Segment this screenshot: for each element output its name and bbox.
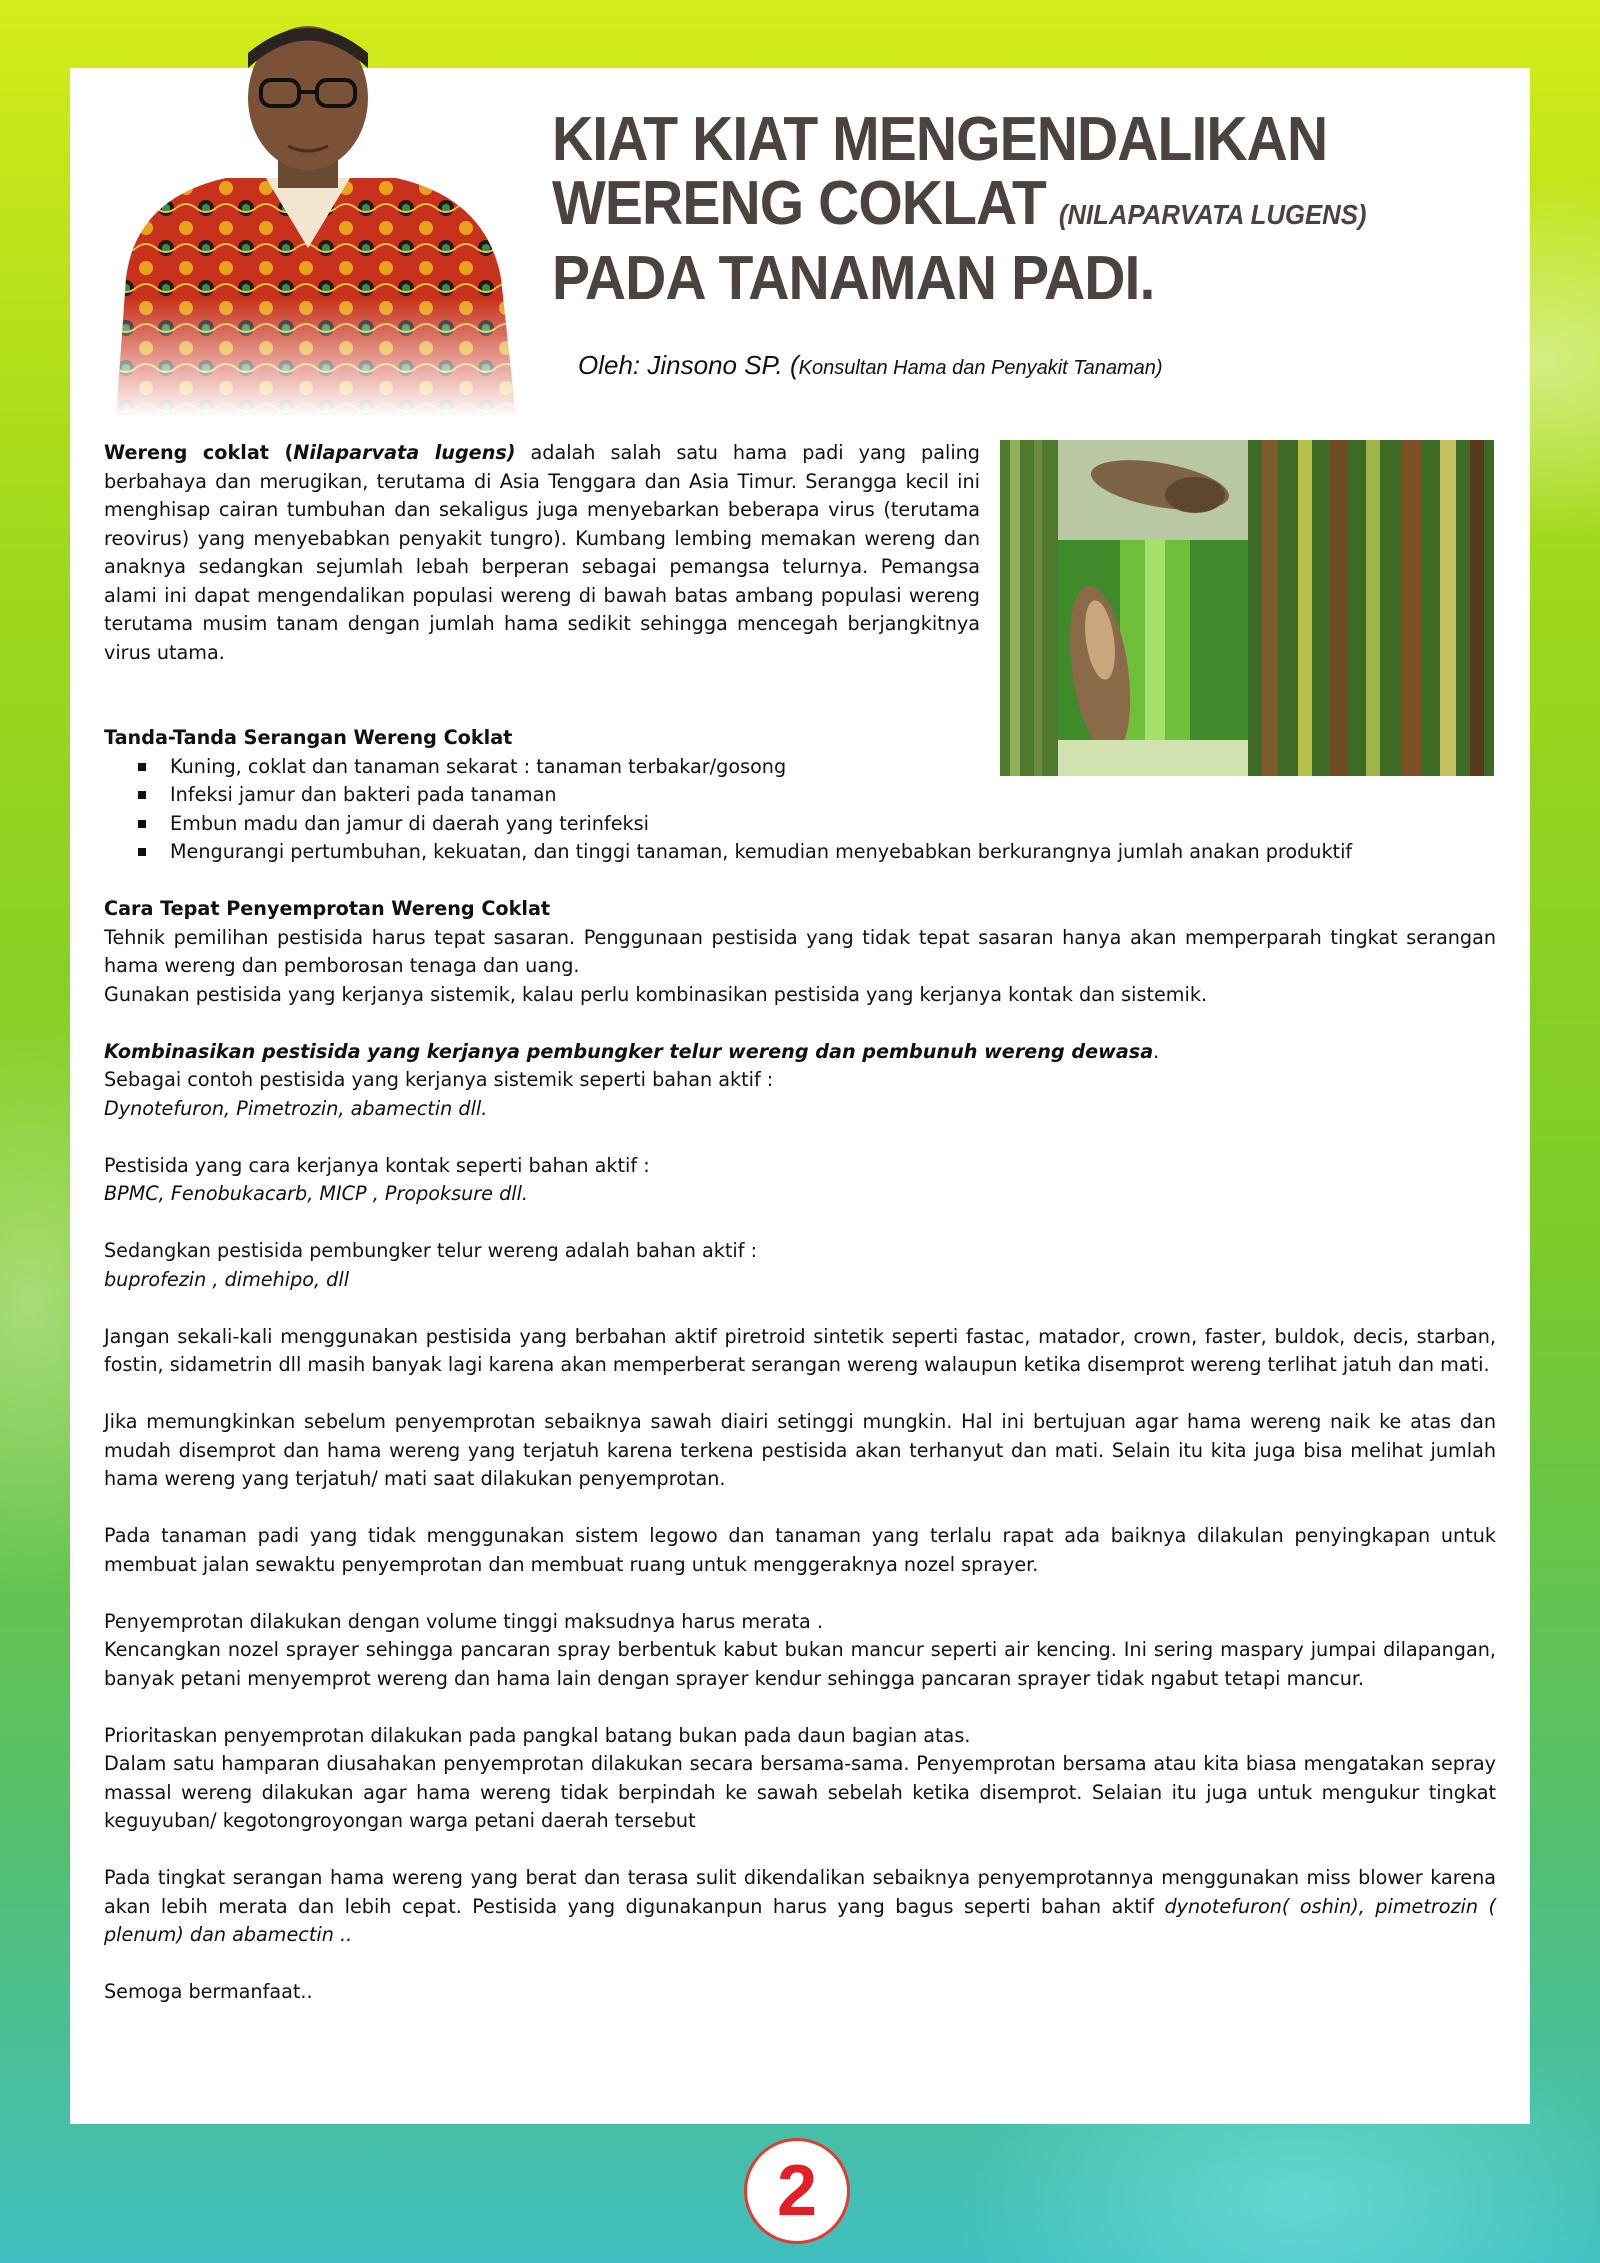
volume-line-1: Penyemprotan dilakukan dengan volume tinggi maksudnya harus merata . — [104, 1609, 823, 1633]
byline-author: Oleh: Jinsono SP. ( — [578, 350, 799, 380]
title-line-3: PADA TANAMAN PADI. — [552, 244, 1155, 313]
article-title — [552, 105, 1367, 313]
egg-pesticides — [104, 1237, 1496, 1294]
byline-role: Konsultan Hama dan Penyakit Tanaman) — [798, 357, 1163, 379]
priority-line-2: Dalam satu hamparan diusahakan penyemprotan dilakukan secara bersama-sama. Penyemprotan bersama atau kita biasa mengatakan sepray massal wereng dilakukan agar hama wereng tidak berpindah ke sawah sebelah ketika disemprot. Selaian itu juga untuk mengukur tingkat keguyuban/ kegotongroyongan warga petani daerah tersebut — [104, 1752, 1496, 1832]
page-number-badge: 2 — [744, 2138, 850, 2244]
egg-list: buprofezin , dimehipo, dll — [104, 1267, 350, 1291]
avoid-pyrethroid-paragraph: Jangan sekali-kali menggunakan pestisida yang berbahan aktif piretroid sintetik seperti fastac, matador, crown, faster, buldok, decis, starban, fostin, sidametrin dll masih banyak lagi karena akan memperberat serangan wereng walaupun ketika disemprot wereng terlihat jatuh dan mati. — [104, 1324, 1496, 1376]
combination-line — [104, 1038, 1496, 1067]
contact-list: BPMC, Fenobukacarb, MICP , Propoksure dll. — [104, 1182, 529, 1205]
irrigate-paragraph: Jika memungkinkan sebelum penyemprotan sebaiknya sawah diairi setinggi mungkin. Hal ini bertujuan agar hama wereng naik ke atas dan mudah disemprot dan hama wereng yang terjatuh karena terkena pestisida akan terhanyut dan mati. Selain itu kita juga bisa melihat jumlah hama wereng yang terjatuh/ mati saat dilakukan penyemprotan. — [104, 1410, 1496, 1490]
title-line-1: KIAT KIAT MENGENDALIKAN — [552, 105, 1328, 174]
intro-lead-scientific: Nilaparvata lugens) — [293, 441, 516, 464]
combination-advice: Kombinasikan pestisida yang kerjanya pembungker telur wereng dan pembunuh wereng dewasa — [104, 1039, 1154, 1063]
volume-paragraph — [104, 1608, 1496, 1694]
closing-line: Semoga bermanfaat.. — [104, 1980, 313, 2003]
list-item: Infeksi jamur dan bakteri pada tanaman — [104, 781, 1496, 810]
spraying-intro-line-2: Gunakan pestisida yang kerjanya sistemik, kalau perlu kombinasikan pestisida yang kerjanya kontak dan sistemik. — [104, 982, 1208, 1006]
intro-paragraph — [104, 439, 980, 667]
title-line-2-wrap — [552, 169, 1367, 247]
legowo-paragraph: Pada tanaman padi yang tidak menggunakan sistem legowo dan tanaman yang terlalu rapat ada baiknya dilakulan penyingkapan untuk membuat jalan sewaktu penyemprotan dan membuat ruang untuk menggeraknya nozel sprayer. — [104, 1524, 1496, 1576]
intro-text: adalah salah satu hama padi yang paling berbahaya dan merugikan, terutama di Asia Tenggara dan Asia Timur. Serangga kecil ini menghisap cairan tumbuhan dan sekaligus juga menyebarkan beberapa virus (terutama reovirus) yang menyebabkan penyakit tungro). Kumbang lembing memakan wereng dan anaknya sedangkan sejumlah lebah berperan sebagai pemangsa telurnya. Pemangsa alami ini dapat mengendalikan populasi wereng di bawah batas ambang populasi wereng terutama musim tanam dengan jumlah hama sedikit sehingga mencegah berjangkitnya virus utama. — [104, 441, 980, 664]
title-scientific-name: (NILAPARVATA LUGENS) — [1058, 199, 1367, 230]
list-item: Mengurangi pertumbuhan, kekuatan, dan tinggi tanaman, kemudian menyebabkan berkurangnya jumlah anakan produktif — [104, 838, 1496, 867]
list-item: Embun madu dan jamur di daerah yang terinfeksi — [104, 810, 1496, 839]
systemic-label: Sebagai contoh pestisida yang kerjanya sistemik seperti bahan aktif : — [104, 1068, 774, 1091]
title-line-2: WERENG COKLAT — [552, 169, 1046, 238]
intro-lead: Wereng coklat ( — [104, 441, 294, 464]
author-portrait-image — [96, 18, 520, 418]
article-body — [104, 724, 1496, 2035]
byline — [578, 350, 1163, 381]
heavy-attack-actives: dynotefuron( oshin), pimetrozin ( plenum) dan abamectin .. — [104, 1894, 1496, 1946]
pesticide-examples — [104, 1038, 1496, 1124]
spraying-heading: Cara Tepat Penyemprotan Wereng Coklat — [104, 897, 551, 920]
systemic-list: Dynotefuron, Pimetrozin, abamectin dll. — [104, 1096, 488, 1120]
priority-line-1: Prioritaskan penyemprotan dilakukan pada pangkal batang bukan pada daun bagian atas. — [104, 1723, 971, 1747]
spraying-intro-line-1: Tehnik pemilihan pestisida harus tepat sasaran. Penggunaan pestisida yang tidak tepat sasaran hanya akan memperparah tingkat serangan hama wereng dan pemborosan tenaga dan uang. — [104, 925, 1496, 977]
contact-pesticides — [104, 1152, 1496, 1209]
contact-label: Pestisida yang cara kerjanya kontak seperti bahan aktif : — [104, 1153, 650, 1177]
heavy-attack-paragraph — [104, 1864, 1496, 1950]
volume-line-2: Kencangkan nozel sprayer sehingga pancaran spray berbentuk kabut bukan mancur seperti air kencing. Ini sering maspary jumpai dilapangan, banyak petani menyemprot wereng dan hama lain dengan sprayer kendur sehingga pancaran sprayer tidak ngabut tetapi mancur. — [104, 1638, 1496, 1690]
priority-paragraph — [104, 1722, 1496, 1836]
signs-list — [104, 753, 1496, 867]
list-item: Kuning, coklat dan tanaman sekarat : tanaman terbakar/gosong — [104, 753, 1496, 782]
signs-heading: Tanda-Tanda Serangan Wereng Coklat — [104, 726, 513, 749]
heavy-attack-text: Pada tingkat serangan hama wereng yang berat dan terasa sulit dikendalikan sebaiknya penyemprotannya menggunakan miss blower karena akan lebih merata dan lebih cepat. Pestisida yang digunakanpun harus yang bagus seperti bahan aktif — [104, 1866, 1496, 1918]
egg-label: Sedangkan pestisida pembungker telur wereng adalah bahan aktif : — [104, 1239, 758, 1262]
combination-end: . — [1153, 1039, 1160, 1063]
spraying-intro-paragraph — [104, 924, 1496, 1010]
